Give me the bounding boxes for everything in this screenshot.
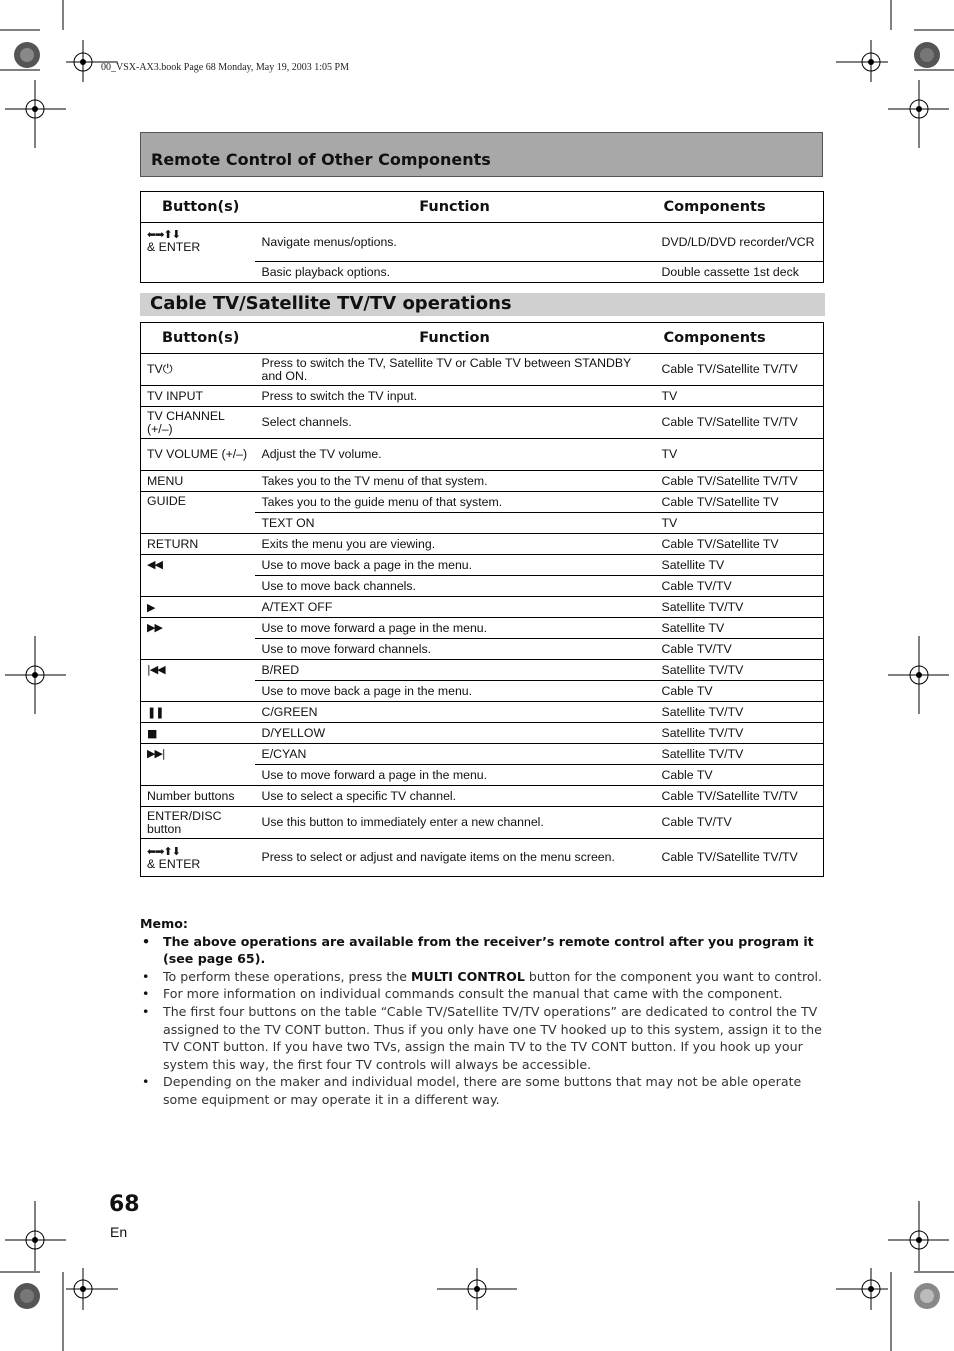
component-cell: Cable TV/Satellite TV	[655, 534, 824, 555]
component-cell: Cable TV/Satellite TV/TV	[655, 407, 824, 439]
function-cell: E/CYAN	[255, 744, 655, 765]
function-cell: Use to move back a page in the menu.	[255, 681, 655, 702]
function-cell: Exits the menu you are viewing.	[255, 534, 655, 555]
arrow-keys-icon: ⬅➡⬆⬇	[147, 844, 180, 858]
function-cell: D/YELLOW	[255, 723, 655, 744]
table-row	[141, 555, 824, 576]
multi-control-label: MULTI CONTROL	[411, 968, 525, 984]
play-icon-glyph: ▶	[147, 600, 155, 614]
table-row	[141, 386, 824, 407]
table-row	[141, 597, 824, 618]
component-cell: Satellite TV/TV	[655, 744, 824, 765]
table-row	[141, 534, 824, 555]
button-cell	[141, 839, 255, 877]
function-cell: Takes you to the TV menu of that system.	[255, 471, 655, 492]
arrow-keys-icon: ⬅➡⬆⬇	[147, 228, 180, 241]
component-cell: Satellite TV/TV	[655, 723, 824, 744]
table-row	[141, 471, 824, 492]
memo-title: Memo:	[140, 916, 188, 931]
function-cell: Use to move forward a page in the menu.	[255, 618, 655, 639]
stop-icon	[141, 723, 255, 744]
function-cell: Takes you to the guide menu of that system.	[255, 492, 655, 513]
button-label: & ENTER	[147, 856, 201, 871]
memo-item: • For more information on individual commands consult the manual that came with the component.	[140, 985, 830, 1003]
component-cell: TV	[655, 439, 824, 471]
function-cell: Use to move forward a page in the menu.	[255, 765, 655, 786]
component-cell: Cable TV/TV	[655, 576, 824, 597]
component-cell: Cable TV	[655, 681, 824, 702]
function-cell: Navigate menus/options.	[255, 223, 655, 262]
memo-list	[140, 933, 830, 1109]
memo-section	[140, 915, 830, 1109]
function-cell: Use to move forward channels.	[255, 639, 655, 660]
component-cell: Satellite TV/TV	[655, 597, 824, 618]
component-cell: Cable TV/Satellite TV	[655, 492, 824, 513]
table-row	[141, 786, 824, 807]
component-cell: Cable TV/TV	[655, 807, 824, 839]
column-header: Function	[255, 323, 655, 354]
table-row	[141, 407, 824, 439]
stop-icon-glyph: ■	[147, 726, 157, 740]
component-cell: Cable TV/Satellite TV/TV	[655, 786, 824, 807]
play-icon	[141, 597, 255, 618]
memo-item: • The first four buttons on the table “Cable TV/Satellite TV/TV operations” are dedicated to control the TV assigned to the TV CONT button. Thus if you only have one TV hooked up to this system, assign it to the TV CONT button. If you have two TVs, assign the main TV to the TV CONT button. If you hook up your system this way, the first four TV controls will always be accessible.	[140, 1003, 830, 1073]
section-title: Cable TV/Satellite TV/TV operations	[150, 293, 512, 314]
button-cell	[141, 223, 255, 283]
component-cell: Cable TV/Satellite TV/TV	[655, 354, 824, 386]
skip-forward-icon-glyph: ▶▶|	[147, 747, 165, 760]
function-cell: Press to switch the TV, Satellite TV or Cable TV between STANDBY and ON.	[255, 354, 655, 386]
component-cell: Double cassette 1st deck	[655, 262, 824, 283]
section-header-cable-tv	[140, 293, 825, 316]
table-row	[141, 354, 824, 386]
component-cell: Satellite TV	[655, 618, 824, 639]
memo-text: button for the component you want to control.	[524, 968, 823, 984]
column-header: Button(s)	[141, 323, 255, 354]
language-label: En	[110, 1224, 128, 1240]
function-cell: TEXT ON	[255, 513, 655, 534]
table-row	[141, 702, 824, 723]
table-row	[141, 439, 824, 471]
memo-text: To perform these operations, press the	[163, 968, 411, 984]
table-header-row	[141, 192, 824, 223]
function-cell: Use to select a specific TV channel.	[255, 786, 655, 807]
button-cell: TV⏻	[141, 354, 255, 386]
button-cell: Number buttons	[141, 786, 255, 807]
column-header: Components	[655, 323, 824, 354]
table-row	[141, 723, 824, 744]
pause-icon-glyph: ❚❚	[147, 705, 164, 719]
skip-forward-icon	[141, 744, 255, 786]
component-cell: TV	[655, 386, 824, 407]
table-row	[141, 839, 824, 877]
component-cell: Satellite TV/TV	[655, 660, 824, 681]
print-header-line: 00_VSX-AX3.book Page 68 Monday, May 19, 2003 1:05 PM	[101, 62, 349, 73]
component-cell: TV	[655, 513, 824, 534]
memo-item	[140, 968, 830, 986]
button-label: & ENTER	[147, 240, 201, 254]
page-number: 68	[109, 1192, 140, 1217]
button-cell: GUIDE	[141, 492, 255, 534]
column-header: Components	[655, 192, 824, 223]
pause-icon	[141, 702, 255, 723]
function-cell: C/GREEN	[255, 702, 655, 723]
component-cell: Cable TV/Satellite TV/TV	[655, 839, 824, 877]
function-cell: B/RED	[255, 660, 655, 681]
function-cell: Use to move back channels.	[255, 576, 655, 597]
function-cell: Adjust the TV volume.	[255, 439, 655, 471]
component-cell: Cable TV	[655, 765, 824, 786]
button-cell: TV VOLUME (+/–)	[141, 439, 255, 471]
skip-back-icon	[141, 660, 255, 702]
table-row	[141, 492, 824, 513]
button-cell: TV CHANNEL (+/–)	[141, 407, 255, 439]
component-cell: Cable TV/TV	[655, 639, 824, 660]
table-row	[141, 807, 824, 839]
component-cell: Satellite TV	[655, 555, 824, 576]
function-cell: Basic playback options.	[255, 262, 655, 283]
table-row	[141, 744, 824, 765]
fast-forward-icon-glyph: ▶▶	[147, 621, 162, 634]
table-header-row	[141, 323, 824, 354]
column-header: Button(s)	[141, 192, 255, 223]
function-cell: Press to switch the TV input.	[255, 386, 655, 407]
function-cell: Use this button to immediately enter a new channel.	[255, 807, 655, 839]
function-cell: Select channels.	[255, 407, 655, 439]
remote-control-table	[140, 191, 824, 283]
function-cell: Press to select or adjust and navigate items on the menu screen.	[255, 839, 655, 877]
skip-back-icon-glyph: |◀◀	[147, 663, 165, 676]
memo-item: • The above operations are available from the receiver’s remote control after you program it (see page 65).	[140, 933, 830, 968]
function-cell: A/TEXT OFF	[255, 597, 655, 618]
button-cell: TV INPUT	[141, 386, 255, 407]
column-header: Function	[255, 192, 655, 223]
rewind-icon	[141, 555, 255, 597]
table-row	[141, 223, 824, 262]
section-title: Remote Control of Other Components	[151, 150, 491, 169]
section-header-remote-control	[140, 132, 823, 177]
cable-tv-operations-table	[140, 322, 824, 877]
button-cell: RETURN	[141, 534, 255, 555]
fast-forward-icon	[141, 618, 255, 660]
button-cell: MENU	[141, 471, 255, 492]
component-cell: Cable TV/Satellite TV/TV	[655, 471, 824, 492]
table-row	[141, 618, 824, 639]
rewind-icon-glyph: ◀◀	[147, 558, 162, 571]
function-cell: Use to move back a page in the menu.	[255, 555, 655, 576]
memo-item: • Depending on the maker and individual model, there are some buttons that may not be able operate some equipment or may operate it in a different way.	[140, 1073, 830, 1108]
table-row	[141, 660, 824, 681]
component-cell: Satellite TV/TV	[655, 702, 824, 723]
button-cell: ENTER/DISC button	[141, 807, 255, 839]
component-cell: DVD/LD/DVD recorder/VCR	[655, 223, 824, 262]
